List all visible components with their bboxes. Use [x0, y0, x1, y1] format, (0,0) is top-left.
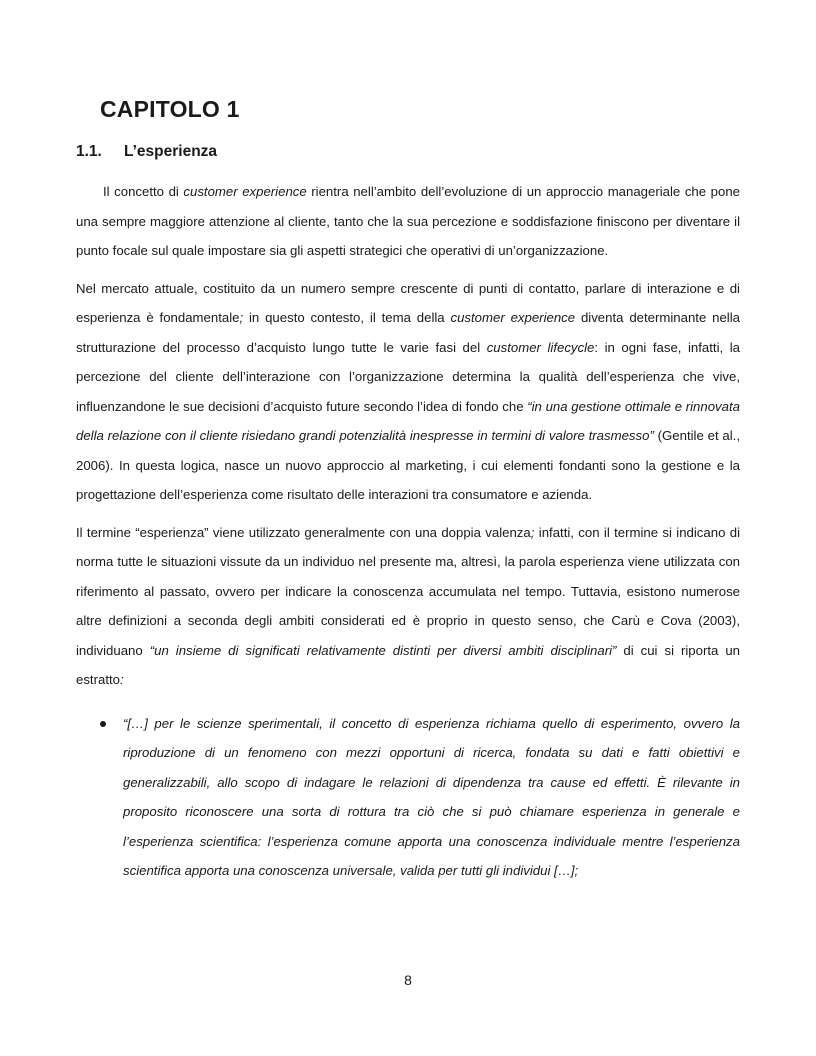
chapter-title: CAPITOLO 1 [100, 96, 240, 122]
paragraph-2 [76, 274, 740, 510]
paragraph-1 [76, 177, 740, 266]
italic-punct: ; [530, 524, 535, 540]
text-run: infatti, con il termine si indicano di norma tutte le situazioni vissute da un individuo nel presente ma, altresì, la parola esperienza viene utilizzata con riferimento al passato, ovvero per indicare la conoscenza accumulata nel tempo. Tuttavia, esistono numerose altre definizioni a seconda degli ambiti considerati ed è proprio in questo senso, che Carù e Cova (2003), individuano [76, 524, 741, 658]
bullet-list [76, 709, 740, 886]
italic-quote: “un insieme di significati relativamente distinti per diversi ambiti disciplinari” [149, 642, 617, 658]
list-item [76, 709, 740, 886]
text-run: : in ogni fase, infatti, la percezione del cliente dell’interazione con l’organizzazione determina la qualità dell’esperienza che vive, influenzandone le sue decisioni d’acquisto future secondo l’idea di fondo che [76, 339, 740, 414]
text-run: diventa determinante nella strutturazione del processo d’acquisto lungo tutte le varie fasi del [76, 310, 740, 355]
italic-quote: “in una gestione ottimale e rinnovata della relazione con il cliente risiedano grandi potenzialità inespresse in termini di valore trasmesso” [76, 398, 740, 443]
text-run: Nel mercato attuale, costituito da un numero sempre crescente di punti di contatto, parlare di interazione e di esperienza è fondamentale [76, 280, 740, 325]
text-run: di cui si riporta un estratto [76, 642, 741, 687]
text-run: in questo contesto, il tema della [243, 310, 451, 325]
section-title: L’esperienza [124, 143, 218, 160]
paragraph-3 [76, 518, 740, 695]
bullet-icon [100, 721, 106, 727]
italic-term: customer experience [450, 310, 576, 325]
body-text [76, 177, 740, 886]
text-run: Il termine “esperienza” viene utilizzato generalmente con una doppia valenza [76, 524, 531, 540]
section-number: 1.1. [76, 143, 102, 160]
list-item-text: “[…] per le scienze sperimentali, il concetto di esperienza richiama quello di esperimento, ovvero la riproduzione di un fenomeno con mezzi opportuni di ricerca, fondata su dati e fatti obiettivi e generalizzabili, allo scopo di indagare le relazioni di dipendenza tra cause ed effetti. È rilevante in proposito riconoscere una sorta di rottura tra ciò che si può chiamare esperienza in generale e l’esperienza scientifica: l’esperienza comune apporta una conoscenza individuale mentre l’esperienza scientifica apporta una conoscenza universale, valida per tutti gli individui […]; [123, 715, 740, 878]
text-run: (Gentile et al., 2006). In questa logica, nasce un nuovo approccio al marketing, i cui elementi fondanti sono la gestione e la progettazione dell’esperienza come risultato delle interazioni tra consumatore e azienda. [76, 428, 740, 502]
italic-term: customer experience [183, 184, 307, 199]
text-run: rientra nell’ambito dell’evoluzione di un approccio manageriale che pone una sempre maggiore attenzione al cliente, tanto che la sua percezione e soddisfazione finiscono per diventare il punto focale sul quale impostare sia gli aspetti strategici che operativi di un’organizzazione. [76, 184, 740, 258]
italic-term: customer lifecycle [486, 339, 595, 355]
text-run: Il concetto di [103, 184, 184, 199]
section-heading [76, 143, 217, 161]
italic-punct: : [119, 672, 124, 687]
italic-punct: ; [239, 310, 244, 325]
page-number: 8 [404, 972, 412, 988]
